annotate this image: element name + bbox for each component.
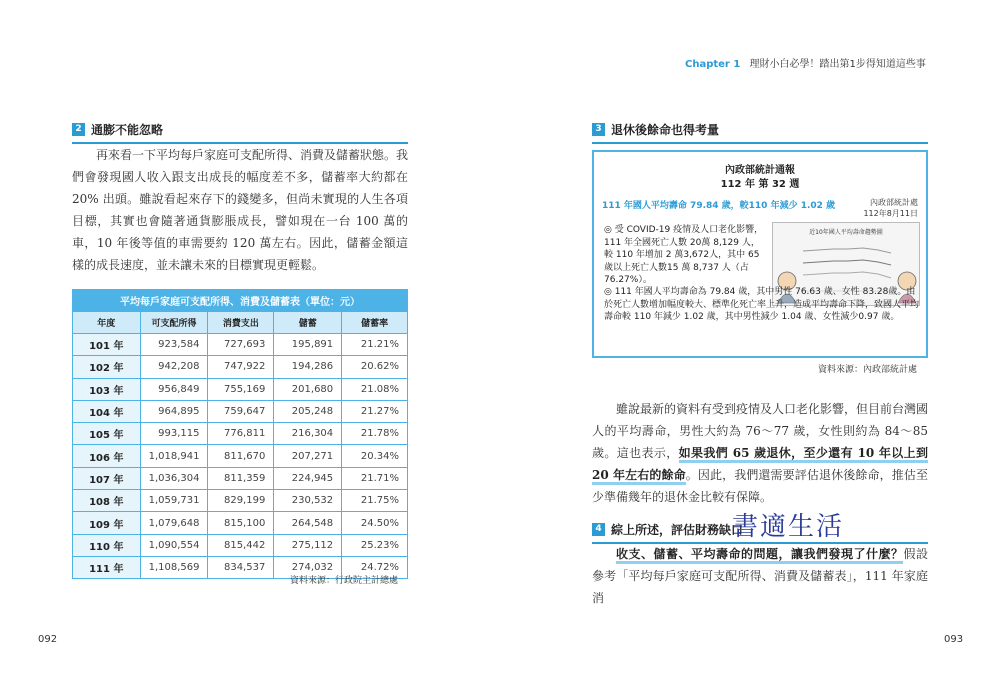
table-row xyxy=(73,334,408,356)
bulletin-title-line2: 112 年 第 32 週 xyxy=(720,179,800,190)
table-row xyxy=(73,356,408,378)
table-cell: 201,680 xyxy=(274,378,342,400)
table-cell: 1,079,648 xyxy=(140,512,208,534)
intro-paragraph: 再來看一下平均每戶家庭可支配所得、消費及儲蓄狀態。我們會發現國人收入跟支出成長的幅度差不多，儲蓄率大約都在20% 出頭。雖說看起來存下的錢變多，但尚未實現的人生各項目標，其實也會隨著通貨膨脹成長，譬如現在一台 100 萬的車，10 年後等值的車需要約 120 萬左右。因此，儲蓄金額這樣的成長速度，並未讓未來的目標實現更輕鬆。 xyxy=(72,148,409,272)
table-row xyxy=(73,512,408,534)
table-cell: 755,169 xyxy=(208,378,274,400)
table-cell: 21.71% xyxy=(342,467,408,489)
bulletin-title xyxy=(594,164,926,192)
table-cell: 216,304 xyxy=(274,423,342,445)
lifespan-highlight: 如果我們 65 歲退休，至少還有 10 年以上到 20 年左右的餘命 xyxy=(592,446,928,485)
table-row xyxy=(73,423,408,445)
row-year: 107 年 xyxy=(73,467,141,489)
table-cell: 815,442 xyxy=(208,534,274,556)
table-cell: 834,537 xyxy=(208,556,274,578)
col-header: 儲蓄率 xyxy=(342,312,408,334)
bulletin-bullet-1: ◎ 受 COVID-19 疫情及人口老化影響，111 年全國死亡人數 20萬 8,129 人，較 110 年增加 2 萬3,672人，其中 65 歲以上死亡人數15 萬 8,737 人（占 76.27%）。 xyxy=(604,225,764,285)
table-cell: 942,208 xyxy=(140,356,208,378)
table-cell: 815,100 xyxy=(208,512,274,534)
row-year: 108 年 xyxy=(73,490,141,512)
table-row xyxy=(73,445,408,467)
table-cell: 230,532 xyxy=(274,490,342,512)
table-cell: 21.21% xyxy=(342,334,408,356)
chapter-label: Chapter 1 xyxy=(685,59,741,70)
table-cell: 993,115 xyxy=(140,423,208,445)
row-year: 109 年 xyxy=(73,512,141,534)
table-cell: 224,945 xyxy=(274,467,342,489)
section-number-badge: 4 xyxy=(592,523,605,536)
table-cell: 1,018,941 xyxy=(140,445,208,467)
table-cell: 25.23% xyxy=(342,534,408,556)
table-cell: 195,891 xyxy=(274,334,342,356)
row-year: 105 年 xyxy=(73,423,141,445)
table-cell: 747,922 xyxy=(208,356,274,378)
bulletin-date: 112年8月11日 xyxy=(863,209,918,218)
table-cell: 811,670 xyxy=(208,445,274,467)
section-number-badge: 2 xyxy=(72,123,85,136)
bulletin-bullet-2: ◎ 111 年國人平均壽命為 79.84 歲，其中男性 76.63 歲、女性 83.28歲。由於死亡人數增加幅度較大、標準化死亡率上升，造成平均壽命下降，致國人平均壽命較 110 年減少 1.02 歲，其中男性減少 1.04 歲、女性減少0.97 歲。 xyxy=(604,287,920,322)
section-title: 綜上所述，評估財務缺口 xyxy=(611,523,744,537)
row-year: 111 年 xyxy=(73,556,141,578)
summary-paragraph xyxy=(592,543,928,609)
lifespan-text-post: 。因此，我們還需要評估退休後餘命，推估至少準備幾年的退休金比較有保障。 xyxy=(592,468,928,504)
lifespan-text-pre: 雖說最新的資料有受到疫情及人口老化影響，但目前台灣國人的平均壽命，男性大約為 76～77 歲，女性則約為 84～85 歲。這也表示， xyxy=(592,402,929,460)
section-title: 退休後餘命也得考量 xyxy=(611,123,720,137)
row-year: 101 年 xyxy=(73,334,141,356)
section-title: 通膨不能忽略 xyxy=(91,123,164,137)
table-header-row xyxy=(73,312,408,334)
table-cell: 207,271 xyxy=(274,445,342,467)
col-header: 年度 xyxy=(73,312,141,334)
bulletin-org-name: 內政部統計處 xyxy=(870,198,918,207)
table-cell: 24.50% xyxy=(342,512,408,534)
table-cell: 21.27% xyxy=(342,400,408,422)
table-cell: 264,548 xyxy=(274,512,342,534)
section-heading-3 xyxy=(592,121,928,144)
row-year: 104 年 xyxy=(73,400,141,422)
table-cell: 20.34% xyxy=(342,445,408,467)
table-row xyxy=(73,534,408,556)
table-cell: 275,112 xyxy=(274,534,342,556)
table-row xyxy=(73,400,408,422)
watermark: 書適生活 xyxy=(732,512,845,542)
income-savings-table xyxy=(72,289,408,579)
table-cell: 21.78% xyxy=(342,423,408,445)
table-cell: 1,090,554 xyxy=(140,534,208,556)
section-heading-2 xyxy=(72,121,408,144)
table-cell: 811,359 xyxy=(208,467,274,489)
table-caption: 平均每戶家庭可支配所得、消費及儲蓄表（單位：元） xyxy=(73,290,408,312)
bulletin-title-line1: 內政部統計通報 xyxy=(725,165,795,176)
table-cell: 776,811 xyxy=(208,423,274,445)
summary-text: 假設參考「平均每戶家庭可支配所得、消費及儲蓄表」，111 年家庭消 xyxy=(592,547,928,605)
table-cell: 956,849 xyxy=(140,378,208,400)
table-cell: 24.72% xyxy=(342,556,408,578)
bulletin-subtitle: 111 年國人平均壽命 79.84 歲，較110 年減少 1.02 歲 xyxy=(602,201,836,211)
row-year: 103 年 xyxy=(73,378,141,400)
table-cell: 964,895 xyxy=(140,400,208,422)
summary-highlight: 收支、儲蓄、平均壽命的問題，讓我們發現了什麼？ xyxy=(616,547,903,564)
section-number-badge: 3 xyxy=(592,123,605,136)
col-header: 可支配所得 xyxy=(140,312,208,334)
table-cell: 829,199 xyxy=(208,490,274,512)
table-cell: 194,286 xyxy=(274,356,342,378)
chapter-header xyxy=(685,55,926,70)
page-number-left: 092 xyxy=(38,634,58,645)
mini-chart-title: 近10年國人平均壽命趨勢圖 xyxy=(809,229,883,236)
table-cell: 727,693 xyxy=(208,334,274,356)
table-cell: 20.62% xyxy=(342,356,408,378)
table-cell: 923,584 xyxy=(140,334,208,356)
chapter-title: 理財小白必學！踏出第1步得知道這些事 xyxy=(749,59,926,70)
col-header: 消費支出 xyxy=(208,312,274,334)
table-cell: 1,059,731 xyxy=(140,490,208,512)
table-cell: 759,647 xyxy=(208,400,274,422)
statistics-bulletin-box xyxy=(592,150,928,358)
table-source: 資料來源：行政院主計總處 xyxy=(290,576,399,586)
table-row xyxy=(73,467,408,489)
table-cell: 21.75% xyxy=(342,490,408,512)
table-cell: 1,036,304 xyxy=(140,467,208,489)
bulletin-source: 資料來源：內政部統計處 xyxy=(818,365,918,375)
lifespan-paragraph xyxy=(592,398,928,508)
row-year: 110 年 xyxy=(73,534,141,556)
row-year: 106 年 xyxy=(73,445,141,467)
page-number-right: 093 xyxy=(944,634,964,645)
bulletin-org xyxy=(863,197,918,219)
col-header: 儲蓄 xyxy=(274,312,342,334)
table-row xyxy=(73,490,408,512)
table-cell: 205,248 xyxy=(274,400,342,422)
row-year: 102 年 xyxy=(73,356,141,378)
table-cell: 1,108,569 xyxy=(140,556,208,578)
table-cell: 274,032 xyxy=(274,556,342,578)
table-row xyxy=(73,378,408,400)
table-cell: 21.08% xyxy=(342,378,408,400)
